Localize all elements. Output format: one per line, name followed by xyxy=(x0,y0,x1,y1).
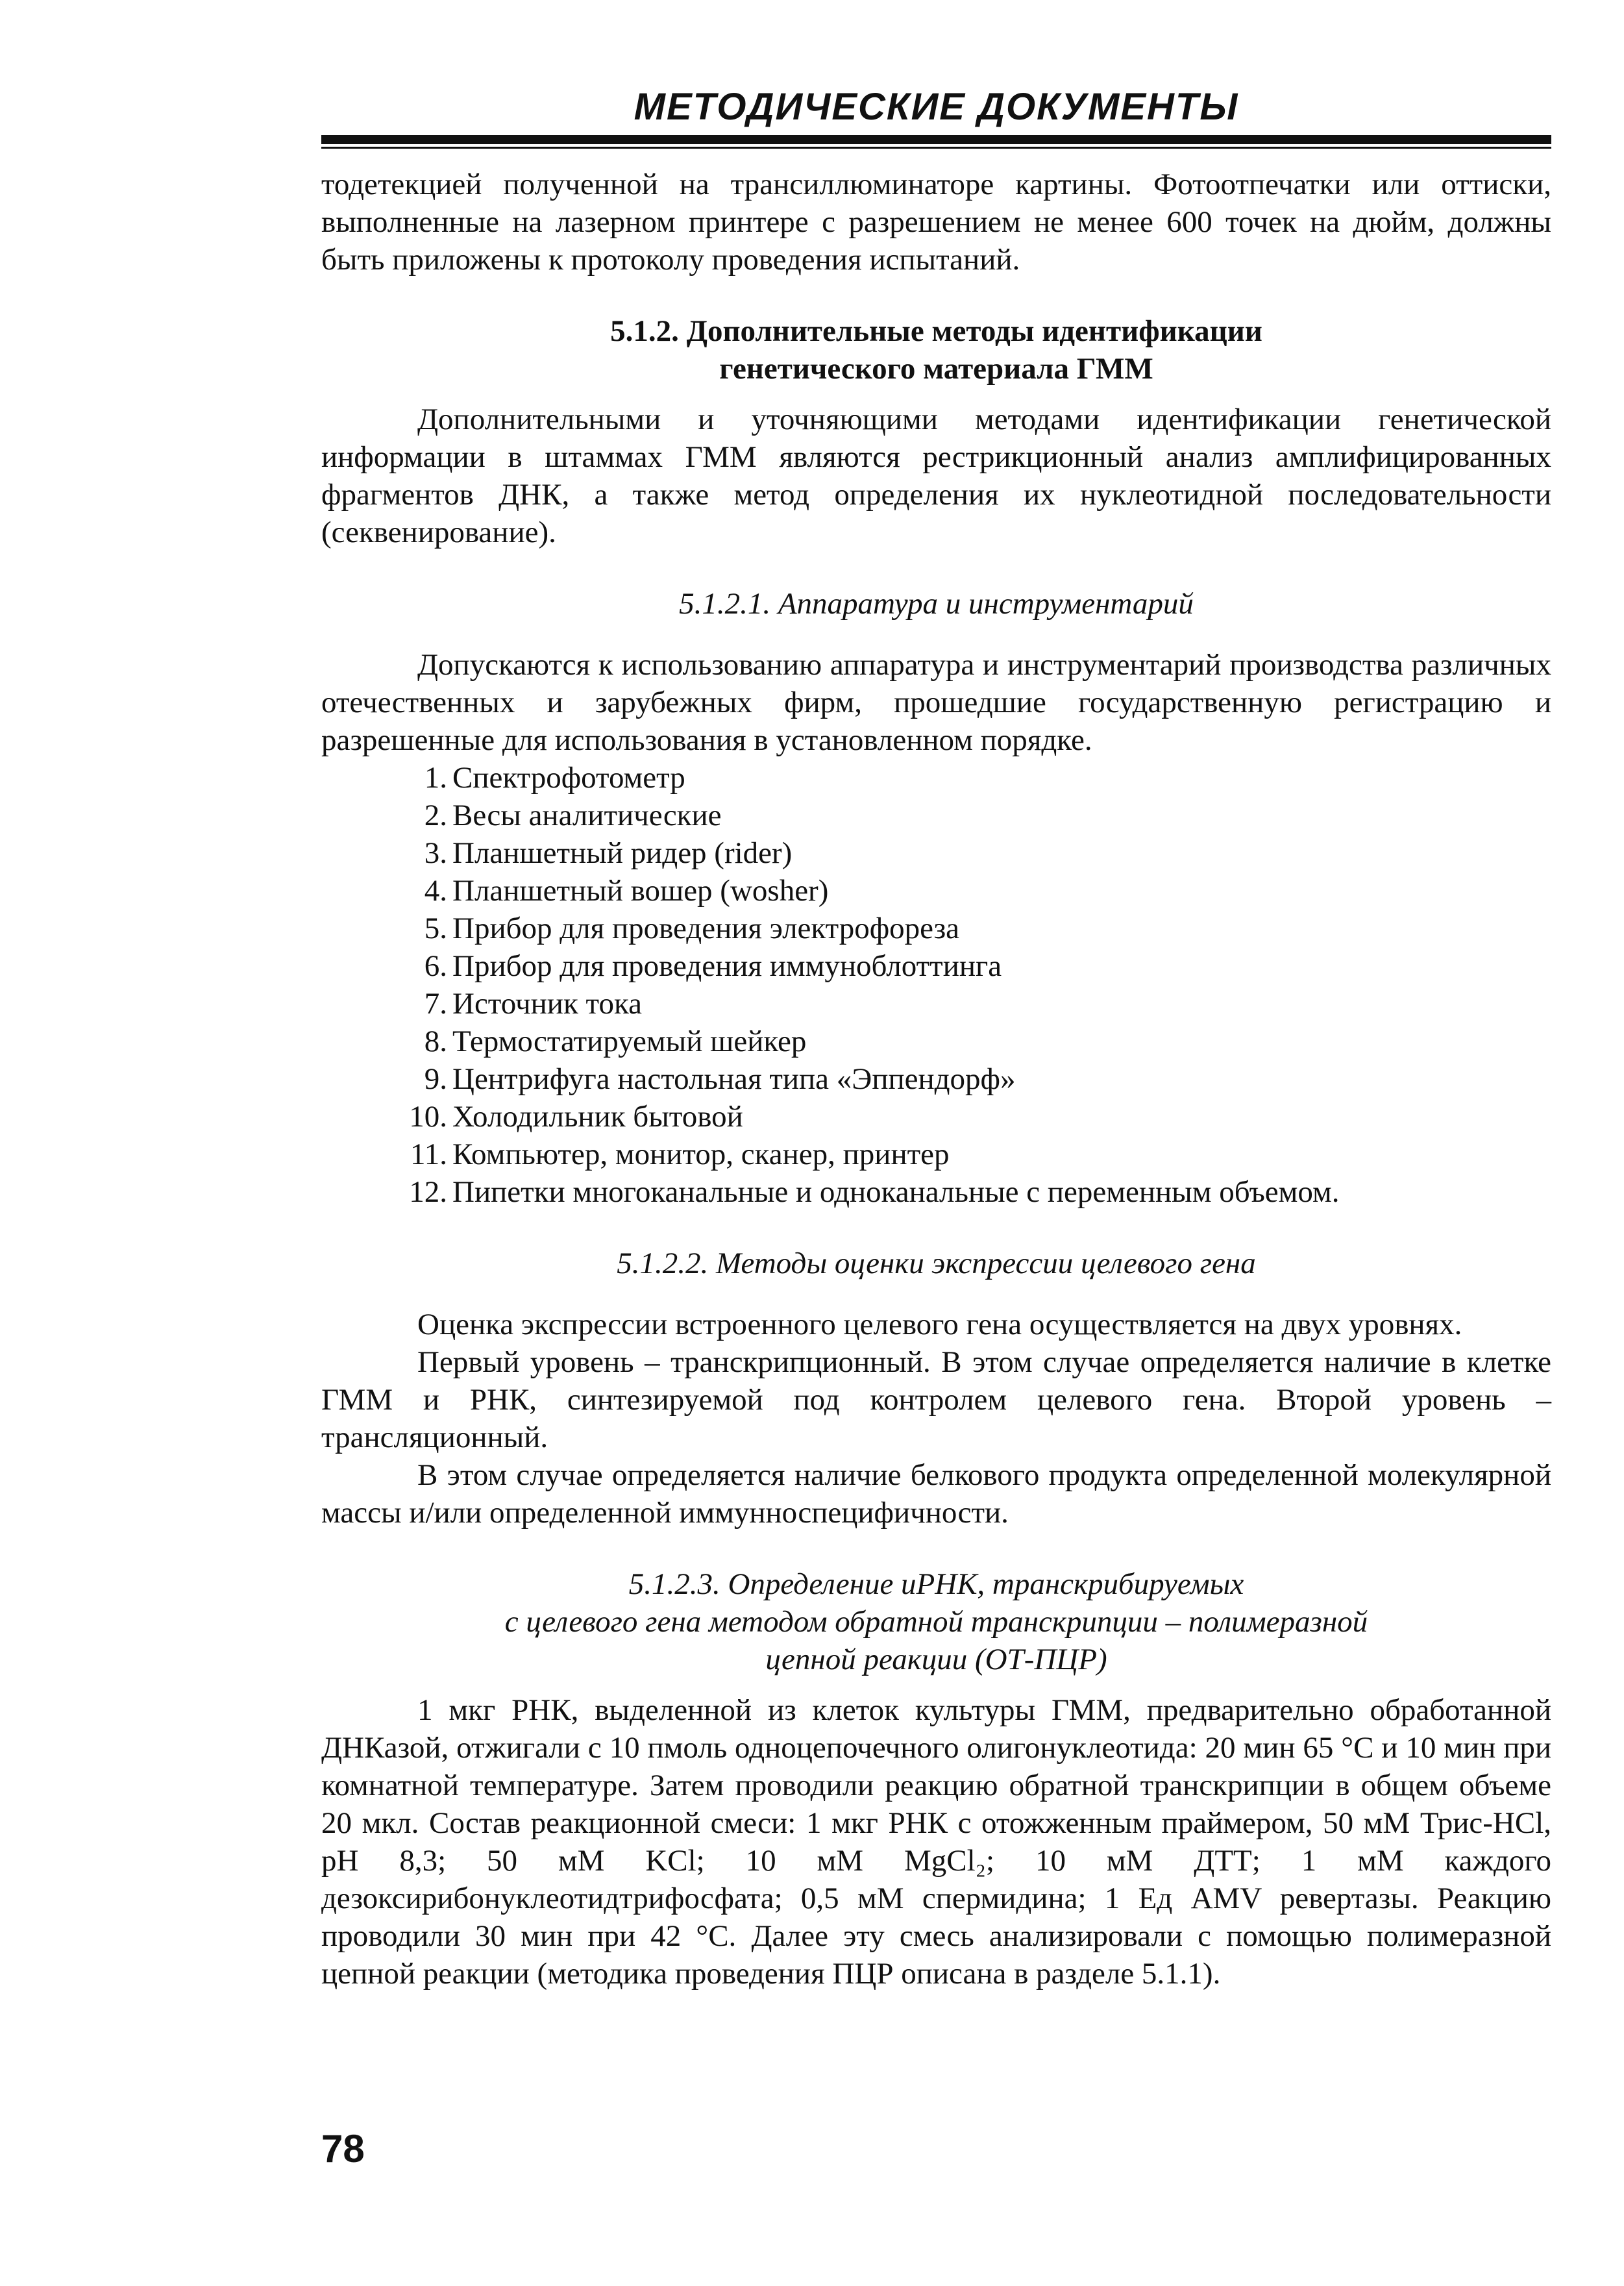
section-5-1-2-2-paragraph-3: В этом случае определяется наличие белкового продукта определенной молекулярной массы и/или определенной иммунноспецифичности. xyxy=(321,1458,1551,1530)
equipment-item-label: Прибор для проведения иммуноблоттинга xyxy=(452,949,1002,983)
header-rule-thick xyxy=(321,135,1551,144)
section-5-1-2 xyxy=(321,312,1551,551)
section-5-1-2-title-line2: генетического материала ГММ xyxy=(719,352,1153,386)
equipment-item xyxy=(321,797,1551,834)
equipment-item xyxy=(321,834,1551,872)
equipment-item-number: 6. xyxy=(424,949,447,983)
equipment-item-number: 11. xyxy=(410,1137,447,1171)
section-5-1-2-title-line1: 5.1.2. Дополнительные методы идентификации xyxy=(610,314,1262,348)
equipment-item xyxy=(321,872,1551,910)
equipment-item-number: 7. xyxy=(424,987,447,1021)
section-5-1-2-3-paragraph: 1 мкг РНК, выделенной из клеток культуры ГММ, предварительно обработанной ДНКазой, отжигали с 10 пмоль одноцепочечного олигонуклеотида: 20 мин 65 °С и 10 мин при комнатной температуре. Затем проводили реакцию обратной транскрипции в общем объеме 20 мкл. Состав реакционной смеси: 1 мкг РНК с отожженным праймером, 50 мМ Трис-HCl, pH 8,3; 50 мМ KCl; 10 мМ MgCl₂; 10 мМ ДТТ; 1 мМ каждого дезоксирибонуклеотидтрифосфата; 0,5 мМ спермидина; 1 Ед AMV ревертазы. Реакцию проводили 30 мин при 42 °С. Далее эту смесь анализировали с помощью полимеразной цепной реакции (методика проведения ПЦР описана в разделе 5.1.1). xyxy=(321,1693,1551,1991)
equipment-item xyxy=(321,910,1551,947)
equipment-item xyxy=(321,947,1551,985)
equipment-item-number: 5. xyxy=(424,912,447,945)
section-5-1-2-2-paragraph-2: Первый уровень – транскрипционный. В этом случае определяется наличие в клетке ГММ и РНК, синтезируемой под контролем целевого гена. Второй уровень – трансляционный. xyxy=(321,1345,1551,1454)
equipment-item-label: Центрифуга настольная типа «Эппендорф» xyxy=(452,1062,1016,1096)
equipment-item xyxy=(321,1023,1551,1060)
section-5-1-2-3-title-line3: цепной реакции (ОТ-ПЦР) xyxy=(765,1643,1107,1676)
section-5-1-2-2-paragraph-1: Оценка экспрессии встроенного целевого гена осуществляется на двух уровнях. xyxy=(417,1308,1462,1341)
equipment-item xyxy=(321,1173,1551,1211)
equipment-item-number: 4. xyxy=(424,874,447,908)
document-page xyxy=(321,84,1551,1993)
equipment-item-number: 2. xyxy=(424,799,447,832)
equipment-item-label: Спектрофотометр xyxy=(452,761,685,795)
equipment-item xyxy=(321,985,1551,1023)
section-5-1-2-3-title-line2: с целевого гена методом обратной транскрипции – полимеразной xyxy=(504,1605,1368,1639)
section-5-1-2-paragraph: Дополнительными и уточняющими методами идентификации генетической информации в штаммах ГММ являются рестрикционный анализ амплифицированных фрагментов ДНК, а также метод определения их нуклеотидной последовательности (секвенирование). xyxy=(321,403,1551,549)
equipment-item-label: Планшетный вошер (wosher) xyxy=(452,874,829,908)
equipment-item-number: 10. xyxy=(409,1100,447,1134)
equipment-item-number: 3. xyxy=(424,836,447,870)
section-5-1-2-3-title-line1: 5.1.2.3. Определение иРНК, транскрибируемых xyxy=(628,1567,1244,1601)
equipment-item xyxy=(321,1136,1551,1173)
section-5-1-2-2-title: 5.1.2.2. Методы оценки экспрессии целевого гена xyxy=(617,1247,1256,1280)
equipment-item-label: Источник тока xyxy=(452,987,642,1021)
equipment-item-number: 8. xyxy=(424,1025,447,1058)
equipment-item-number: 9. xyxy=(424,1062,447,1096)
equipment-list xyxy=(321,759,1551,1211)
equipment-item-number: 12. xyxy=(409,1175,447,1209)
equipment-item-label: Холодильник бытовой xyxy=(452,1100,743,1134)
equipment-item-label: Термостатируемый шейкер xyxy=(452,1025,807,1058)
running-header-title: МЕТОДИЧЕСКИЕ ДОКУМЕНТЫ xyxy=(634,86,1239,128)
equipment-item-label: Прибор для проведения электрофореза xyxy=(452,912,960,945)
section-5-1-2-1-title: 5.1.2.1. Аппаратура и инструментарий xyxy=(679,587,1194,621)
section-5-1-2-1-paragraph: Допускаются к использованию аппаратура и инструментарий производства различных отечественных и зарубежных фирм, прошедшие государственную регистрацию и разрешенные для использования в установленном порядке. xyxy=(321,648,1551,757)
equipment-item-label: Планшетный ридер (rider) xyxy=(452,836,793,870)
equipment-item-label: Весы аналитические xyxy=(452,799,722,832)
equipment-item xyxy=(321,1060,1551,1098)
equipment-item xyxy=(321,759,1551,797)
intro-paragraph: тодетекцией полученной на трансиллюминаторе картины. Фотоотпечатки или оттиски, выполненные на лазерном принтере с разрешением не менее 600 точек на дюйм, должны быть приложены к протоколу проведения испытаний. xyxy=(321,168,1551,277)
page-number: 78 xyxy=(321,2127,365,2170)
equipment-item-label: Пипетки многоканальные и одноканальные с переменным объемом. xyxy=(452,1175,1340,1209)
equipment-item-number: 1. xyxy=(424,761,447,795)
equipment-item-label: Компьютер, монитор, сканер, принтер xyxy=(452,1137,950,1171)
equipment-item xyxy=(321,1098,1551,1136)
section-5-1-2-1 xyxy=(321,585,1551,1211)
section-5-1-2-2 xyxy=(321,1245,1551,1532)
section-5-1-2-3 xyxy=(321,1565,1551,1993)
